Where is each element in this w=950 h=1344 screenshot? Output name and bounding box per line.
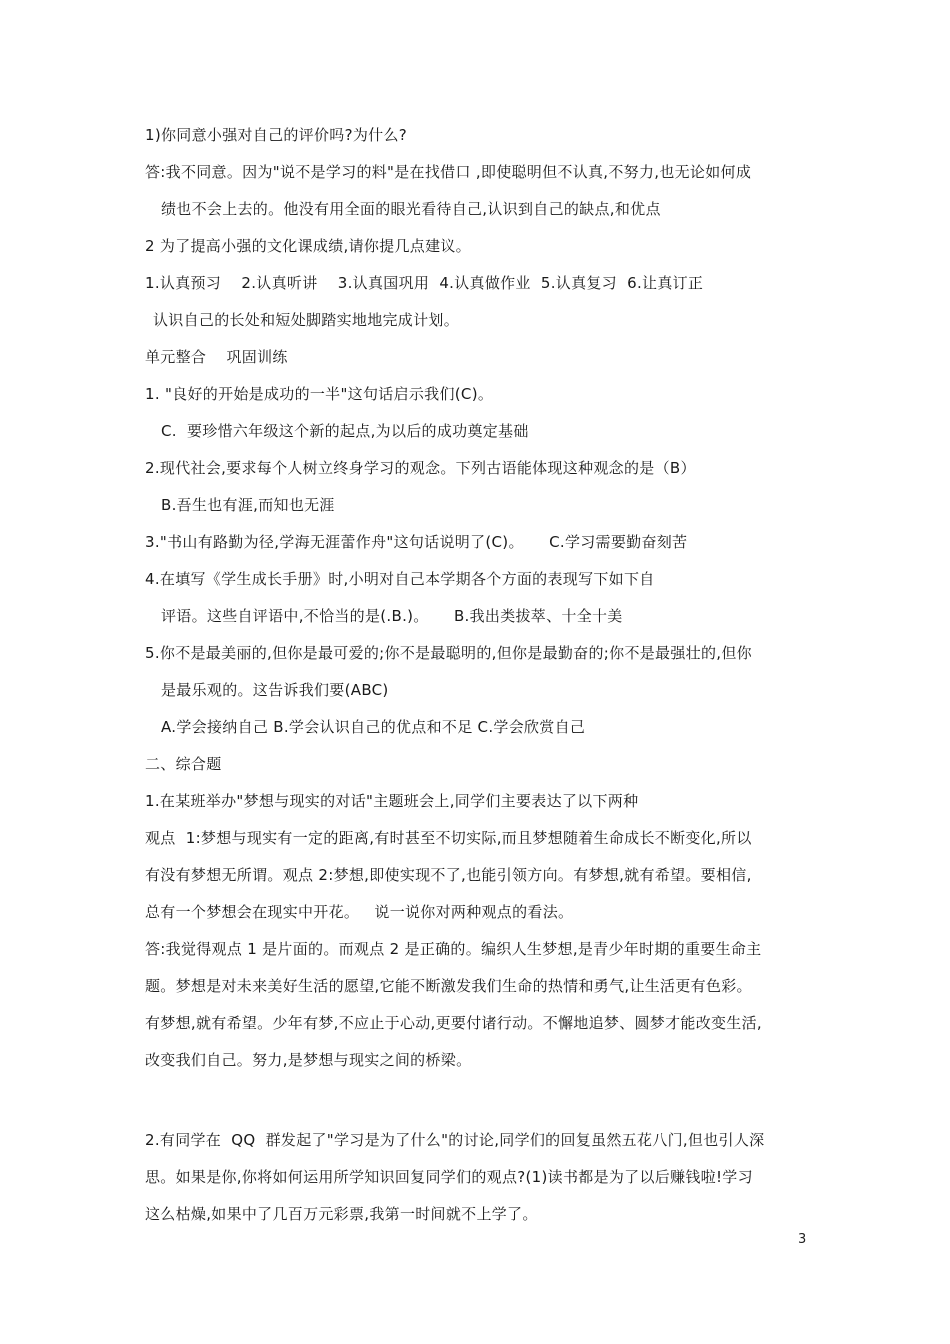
text-line: 答:我不同意。因为"说不是学习的料"是在找借口 ,即使聪明但不认真,不努力,也无论如何成 [145, 163, 752, 181]
text-line: 是最乐观的。这告诉我们要(ABC) [161, 681, 389, 699]
text-line: 1.认真预习 2.认真听讲 3.认真国巩用 4.认真做作业 5.认真复习 6.让真订正 [145, 274, 704, 292]
text-line: 有没有梦想无所谓。观点 2:梦想,即使实现不了,也能引领方向。有梦想,就有希望。要相信, [145, 866, 752, 884]
text-line: 1.在某班举办"梦想与现实的对话"主题班会上,同学们主要表达了以下两种 [145, 792, 639, 810]
text-line: 2 为了提高小强的文化课成绩,请你提几点建议。 [145, 237, 471, 255]
text-line: 2.现代社会,要求每个人树立终身学习的观念。下列古语能体现这种观念的是（B） [145, 459, 696, 477]
text-line: 2.有同学在 QQ 群发起了"学习是为了什么"的讨论,同学们的回复虽然五花八门,但也引人深 [145, 1131, 765, 1149]
text-line: A.学会接纳自己 B.学会认识自己的优点和不足 C.学会欣赏自己 [161, 718, 586, 736]
text-line: B.吾生也有涯,而知也无涯 [161, 496, 335, 514]
section-heading: 单元整合 巩固训练 [145, 348, 288, 366]
text-line: 4.在填写《学生成长手册》时,小明对自己本学期各个方面的表现写下如下自 [145, 570, 655, 588]
text-line: 1. "良好的开始是成功的一半"这句话启示我们(C)。 [145, 385, 494, 403]
text-line: 总有一个梦想会在现实中开花。 说一说你对两种观点的看法。 [145, 903, 574, 921]
text-line: 认识自己的长处和短处脚踏实地地完成计划。 [153, 311, 460, 329]
text-line: 3."书山有路勤为径,学海无涯蕾作舟"这句话说明了(C)。 C.学习需要勤奋刻苦 [145, 533, 688, 551]
text-line: 改变我们自己。努力,是梦想与现实之间的桥梁。 [145, 1051, 472, 1069]
text-line: 绩也不会上去的。他没有用全面的眼光看待自己,认识到自己的缺点,和优点 [161, 200, 661, 218]
text-line: 这么枯燥,如果中了几百万元彩票,我第一时间就不上学了。 [145, 1205, 538, 1223]
text-line: 答:我觉得观点 1 是片面的。而观点 2 是正确的。编织人生梦想,是青少年时期的重要生命主 [145, 940, 762, 958]
section-heading: 二、综合题 [145, 755, 222, 773]
text-line: C. 要珍惜六年级这个新的起点,为以后的成功奠定基础 [161, 422, 529, 440]
text-line: 1)你同意小强对自己的评价吗?为什么? [145, 126, 408, 144]
text-line: 思。如果是你,你将如何运用所学知识回复同学们的观点?(1)读书都是为了以后赚钱啦!学习 [145, 1168, 753, 1186]
page-number: 3 [798, 1232, 807, 1247]
text-line: 评语。这些自评语中,不恰当的是(.B.)。 B.我出类拔萃、十全十美 [161, 607, 623, 625]
text-line: 题。梦想是对未来美好生活的愿望,它能不断激发我们生命的热情和勇气,让生活更有色彩。 [145, 977, 752, 995]
text-line: 有梦想,就有希望。少年有梦,不应止于心动,更要付诸行动。不懈地追梦、圆梦才能改变生活, [145, 1014, 762, 1032]
text-line: 观点 1:梦想与现实有一定的距离,有时甚至不切实际,而且梦想随着生命成长不断变化,所以 [145, 829, 752, 847]
text-line: 5.你不是最美丽的,但你是最可爱的;你不是最聪明的,但你是最勤奋的;你不是最强壮的,但你 [145, 644, 752, 662]
